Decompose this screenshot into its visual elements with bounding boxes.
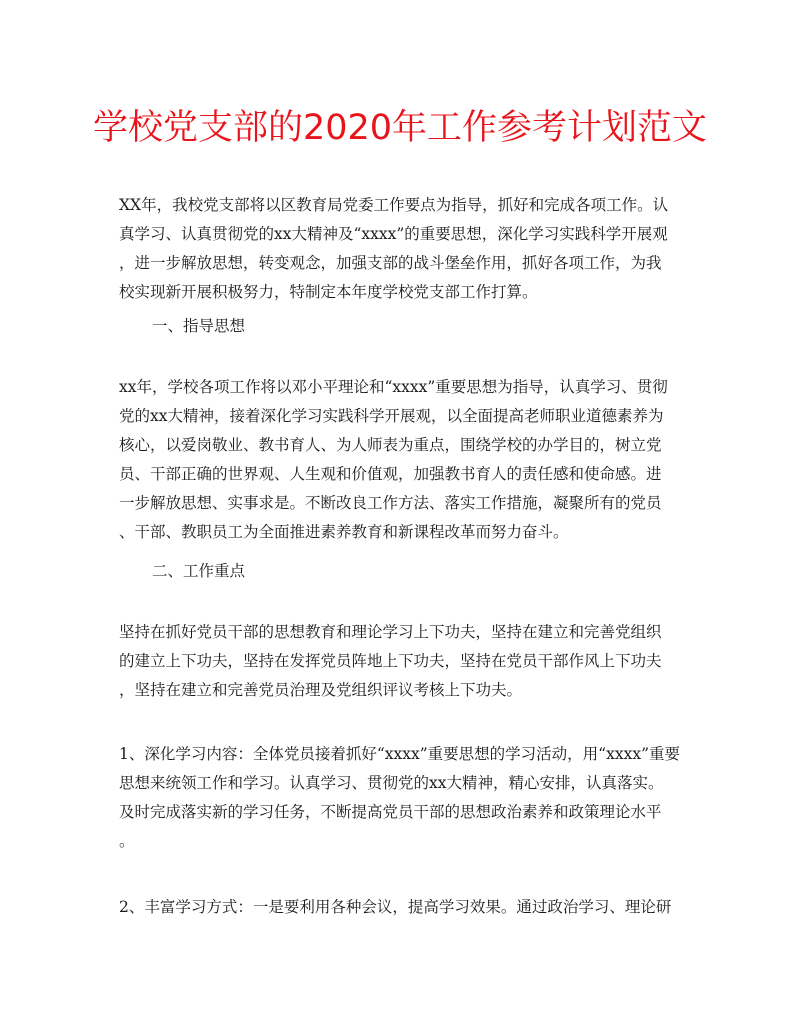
paragraph-item-1	[119, 740, 682, 856]
text-line: 的建立上下功夫，坚持在发挥党员阵地上下功夫，坚持在党员干部作风上下功夫	[119, 652, 662, 670]
paragraph-item-2	[119, 893, 682, 922]
text-line: 坚持在抓好党员干部的思想教育和理论学习上下功夫，坚持在建立和完善党组织	[119, 623, 662, 641]
text-line: 1、深化学习内容：全体党员接着抓好“xxxx”重要思想的学习活动，用“xxxx”重要	[119, 745, 680, 763]
text-line: ，坚持在建立和完善党员治理及党组织评议考核上下功夫。	[119, 681, 523, 699]
paragraph-guiding-thought	[119, 373, 682, 547]
text-line: 党的xx大精神，接着深化学习实践科学开展观，以全面提高老师职业道德素养为	[119, 407, 664, 425]
text-line: XX年，我校党支部将以区教育局党委工作要点为指导，抓好和完成各项工作。认	[119, 196, 669, 214]
text-line: 、干部、教职员工为全面推进素养教育和新课程改革而努力奋斗。	[119, 523, 569, 541]
section-heading-work-focus: 二、工作重点	[152, 562, 246, 580]
text-line: 。	[119, 832, 135, 850]
paragraph-intro	[119, 191, 682, 307]
text-line: xx年，学校各项工作将以邓小平理论和“xxxx”重要思想为指导，认真学习、贯彻	[119, 378, 668, 396]
text-line: 真学习、认真贯彻党的xx大精神及“xxxx”的重要思想，深化学习实践科学开展观	[119, 225, 668, 243]
text-line: 员、干部正确的世界观、人生观和价值观，加强教书育人的责任感和使命感。进	[119, 465, 662, 483]
document-title: 学校党支部的2020年工作参考计划范文	[92, 108, 708, 148]
text-line: 核心，以爱岗敬业、教书育人、为人师表为重点，围绕学校的办学目的，树立党	[119, 436, 662, 454]
text-line: 及时完成落实新的学习任务，不断提高党员干部的思想政治素养和政策理论水平	[119, 803, 662, 821]
text-line: 校实现新开展积极努力，特制定本年度学校党支部工作打算。	[119, 283, 538, 301]
section-heading-guiding-thought: 一、指导思想	[152, 317, 246, 335]
text-line: ，进一步解放思想，转变观念，加强支部的战斗堡垒作用，抓好各项工作，为我	[119, 254, 662, 272]
text-line: 思想来统领工作和学习。认真学习、贯彻党的xx大精神，精心安排，认真落实。	[119, 774, 664, 792]
paragraph-work-focus	[119, 618, 682, 705]
text-line: 2、丰富学习方式：一是要利用各种会议，提高学习效果。通过政治学习、理论研	[119, 898, 672, 916]
text-line: 一步解放思想、实事求是。不断改良工作方法、落实工作措施，凝聚所有的党员	[119, 494, 662, 512]
